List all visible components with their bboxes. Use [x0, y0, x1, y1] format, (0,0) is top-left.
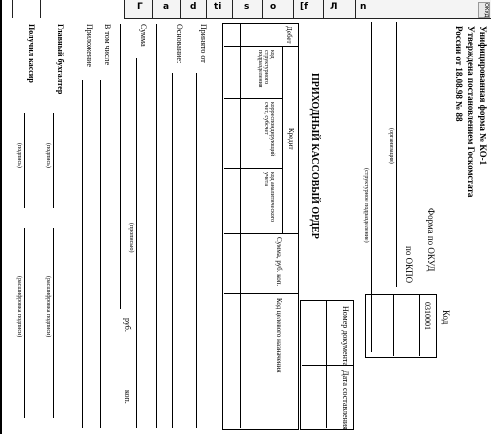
toolbar-letter[interactable]: Л — [330, 2, 338, 12]
including-line[interactable] — [100, 80, 101, 428]
toolbar-divider — [180, 0, 181, 18]
code-divider — [419, 294, 420, 356]
credit-subheader: код аналитического учета — [263, 172, 275, 223]
toolbar-divider — [206, 0, 207, 18]
toolbar-letter[interactable]: s — [244, 2, 250, 12]
toolbar-divider — [262, 0, 263, 18]
decoding-caption: (расшифровка подписи) — [16, 276, 22, 338]
okud-stamp: ОКУД — [478, 2, 490, 18]
chief-accountant-signature-line[interactable] — [53, 113, 54, 208]
cash-receipt-order — [6, 18, 491, 434]
doc-number-label: Номер документа — [341, 306, 350, 367]
amount-label: Сумма — [139, 24, 148, 47]
toolbar-divider — [323, 0, 324, 18]
cashier-label: Получил кассир — [27, 24, 36, 83]
toolbar-letter[interactable]: a — [163, 2, 170, 12]
toolbar-letter[interactable]: n — [360, 2, 367, 12]
attachment-line[interactable] — [82, 80, 83, 428]
toolbar-divider — [355, 0, 356, 18]
form-header-line: России от 18.08.98 № 88 — [454, 26, 464, 122]
organization-caption: (организация) — [388, 128, 394, 164]
credit-header: Кредит — [287, 128, 295, 150]
sum-header: Сумма, руб. коп. — [275, 237, 283, 287]
amount-caption: (прописью) — [128, 223, 134, 253]
toolbar — [0, 0, 491, 18]
accounting-table-divider — [282, 46, 283, 233]
doc-number-divider — [326, 300, 327, 428]
left-edge — [0, 0, 2, 434]
decoding-caption: (расшифровка подписи) — [45, 276, 51, 338]
toolbar-divider — [293, 0, 294, 18]
basis-line[interactable] — [156, 24, 157, 428]
accounting-table-divider — [224, 46, 299, 47]
department-line — [371, 22, 372, 352]
toolbar-letter[interactable]: o — [270, 2, 277, 12]
purpose-header: Код целевого назначения — [275, 298, 283, 373]
chief-accountant-label: Главный бухгалтер — [56, 24, 65, 95]
signature-caption: (подпись) — [45, 143, 51, 168]
toolbar-letter[interactable]: d — [190, 2, 197, 12]
toolbar-letter[interactable]: ti — [214, 2, 222, 12]
form-header-line: Утверждена постановлением Госкомстата — [466, 26, 476, 198]
toolbar-letter[interactable]: [f — [300, 2, 309, 12]
received-from-label: Принято от — [199, 24, 208, 63]
amount-line[interactable] — [120, 24, 121, 309]
basis-label: Основание: — [175, 24, 184, 64]
received-from-line[interactable] — [196, 73, 197, 428]
amount-line[interactable] — [136, 58, 137, 428]
organization-line — [396, 22, 397, 287]
kop-label: коп. — [123, 390, 132, 404]
toolbar-divider — [152, 0, 153, 18]
cashier-signature-line[interactable] — [24, 113, 25, 208]
toolbar-divider — [40, 0, 41, 18]
form-title: ПРИХОДНЫЙ КАССОВЫЙ ОРДЕР — [309, 73, 320, 239]
okud-label: Форма по ОКУД — [426, 208, 436, 272]
accounting-table-divider — [224, 98, 283, 99]
accounting-table-divider — [240, 23, 241, 428]
accounting-table-divider — [224, 233, 299, 234]
department-caption: (структурное подразделение) — [363, 168, 369, 243]
code-value: 0310001 — [423, 302, 432, 330]
toolbar-divider — [124, 0, 125, 18]
code-divider — [393, 294, 394, 356]
form-header-line: Унифицированная форма № КО-1 — [478, 26, 488, 166]
rub-label: руб. — [123, 318, 132, 332]
including-label: В том числе — [103, 24, 112, 66]
toolbar-letter[interactable]: Г — [137, 2, 143, 12]
toolbar-divider — [232, 0, 233, 18]
credit-subheader: код структурного подразделения — [257, 50, 275, 88]
chief-accountant-name-line[interactable] — [53, 228, 54, 418]
accounting-table-divider — [224, 293, 299, 294]
code-label: Код — [441, 310, 451, 325]
doc-date-label: Дата составления — [341, 370, 350, 430]
attachment-label: Приложение — [85, 24, 94, 67]
basis-line[interactable] — [172, 73, 173, 428]
signature-caption: (подпись) — [16, 143, 22, 168]
credit-subheader: корреспондирующий счет, субсчет — [263, 102, 275, 157]
accounting-table-divider — [224, 168, 283, 169]
cashier-name-line[interactable] — [24, 228, 25, 418]
debit-header: Дебет — [285, 26, 293, 44]
okpo-label: по ОКПО — [404, 246, 414, 284]
toolbar-divider — [12, 0, 13, 18]
